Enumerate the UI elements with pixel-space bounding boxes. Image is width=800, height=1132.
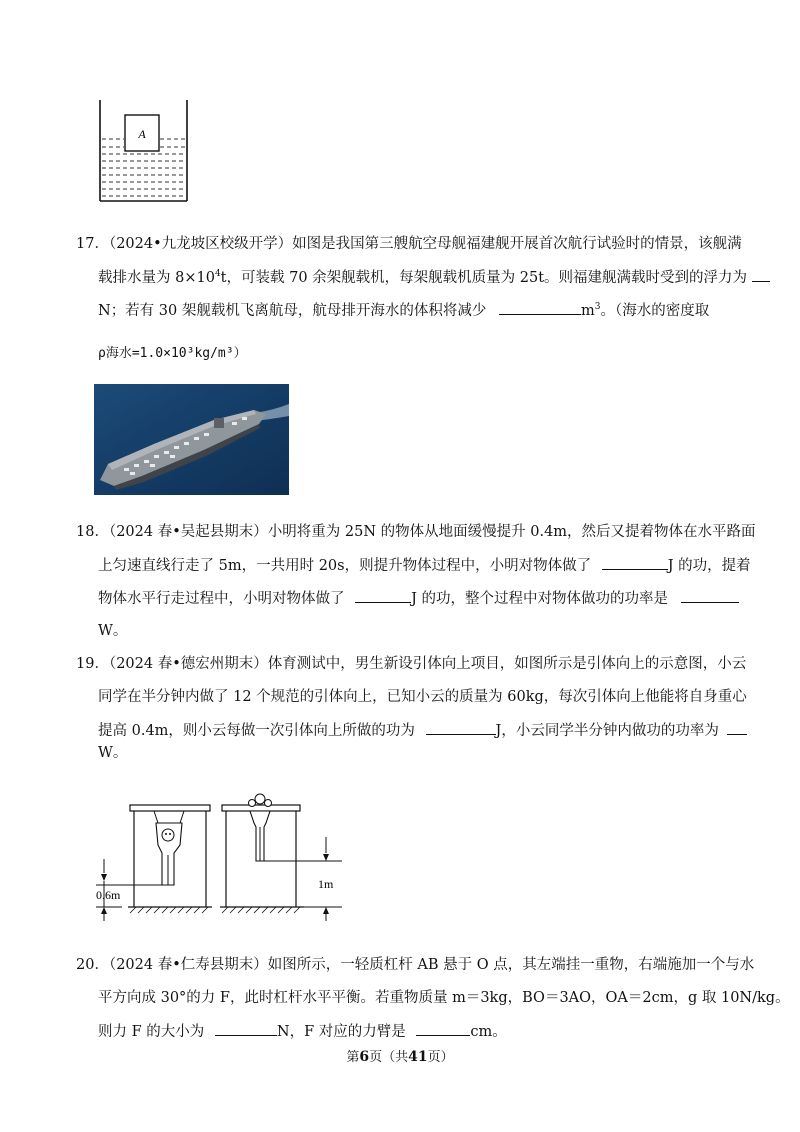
q17-text-1: （2024•九龙坡区校级开学）如图是我国第三艘航空母舰福建舰开展首次航行试验时的情景，该舰满 (108, 236, 742, 252)
q20-blank-1[interactable] (215, 1019, 277, 1036)
q18-blank-3[interactable] (681, 586, 739, 603)
height-label-right: 1m (318, 877, 334, 891)
q20-line1: 20．（2024 春•仁寿县期末）如图所示，一轻质杠杆 AB 悬于 O 点，其左端挂一重物，右端施加一个与水 (76, 957, 755, 973)
aircraft-carrier-photo (94, 384, 289, 495)
q17-line1 (76, 232, 742, 253)
q17-line2: 载排水量为 $8\times 10^4t$，可装载 70 余架舰载机，每架舰载机质量为 25t。则福建舰满载时受到的浮力为 (98, 265, 770, 287)
q20-number: 20． (76, 957, 109, 973)
q17-blank-1[interactable] (752, 265, 770, 282)
q18-line2: 上匀速直线行走了 5m，一共用时 20s，则提升物体过程中，小明对物体做了 J 的功，提着 (98, 553, 751, 575)
height-label-left: 0.6m (96, 888, 121, 902)
q18-blank-1[interactable] (602, 553, 668, 570)
page-footer: 第6页（共41页） (346, 1049, 454, 1065)
q18-blank-2[interactable] (355, 586, 411, 603)
q19-line3: 提高 0.4m，则小云每做一次引体向上所做的功为 J，小云同学半分钟内做功的功率为 (98, 718, 747, 740)
q20-blank-2[interactable] (416, 1019, 470, 1036)
block-a-label: A (138, 127, 146, 141)
q17-number: 17． (76, 236, 109, 252)
q17-line3: N；若有 30 架舰载机飞离航母，航母排开海水的体积将减少 $m^3$。（海水的密度取 (98, 298, 709, 320)
q20-line3: 则力 F 的大小为 N，F 对应的力臂是 cm。 (98, 1019, 507, 1041)
q20-line2: 平方向成 30°的力 F，此时杠杆水平平衡。若重物质量 m＝3kg，BO＝3AO，OA＝2cm，g 取 10N/kg。 (98, 990, 790, 1006)
q19-line1: 19．（2024 春•德宏州期末）体育测试中，男生新设引体向上项目，如图所示是引体向上的示意图，小云 (76, 656, 747, 672)
q19-blank-2[interactable] (727, 718, 747, 735)
q19-line4: W。 (98, 745, 128, 761)
current-page: 6 (359, 1049, 370, 1065)
pull-up-figure (92, 775, 362, 925)
q18-line3: 物体水平行走过程中，小明对物体做了 J 的功，整个过程中对物体做功的功率是 (98, 586, 739, 608)
container-block-figure (90, 95, 200, 210)
q18-number: 18． (76, 524, 109, 540)
q19-line2: 同学在半分钟内做了 12 个规范的引体向上，已知小云的质量为 60kg，每次引体向上他能将自身重心 (98, 689, 747, 705)
total-pages: 41 (408, 1049, 428, 1065)
q19-number: 19． (76, 656, 109, 672)
q18-line1: 18．（2024 春•吴起县期末）小明将重为 25N 的物体从地面缓慢提升 0.4m，然后又提着物体在水平路面 (76, 524, 756, 540)
q17-blank-2[interactable] (499, 298, 581, 315)
q19-blank-1[interactable] (426, 718, 496, 735)
q18-line4: W。 (98, 623, 128, 639)
q17-density-formula: ρ海水=1.0×10³kg/m³） (98, 346, 247, 361)
